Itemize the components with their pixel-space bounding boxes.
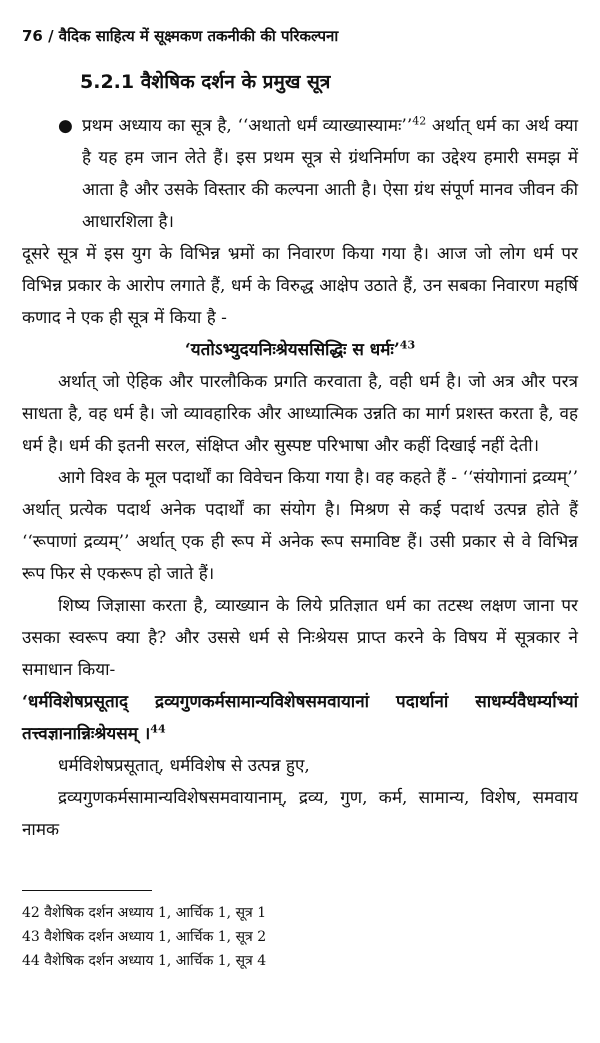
running-head: 76 / वैदिक साहित्य में सूक्ष्मकण तकनीकी की परिकल्पना: [22, 27, 339, 45]
bullet-item: [58, 110, 578, 238]
paragraph-2: अर्थात् जो ऐहिक और पारलौकिक प्रगति करवाता है, वही धर्म है। जो अत्र और परत्र साधता है, वह धर्म है। जो व्यावहारिक और आध्यात्मिक उन्नति का मार्ग प्रशस्त करता है, वह धर्म है। धर्म की इतनी सरल, संक्षिप्त और सुस्पष्ट परिभाषा और कहीं दिखाई नहीं देती।: [22, 372, 578, 456]
sutra-quote-1-text: ‘यतोऽभ्युदयनिःश्रेयससिद्धिः स धर्मः’: [184, 340, 400, 360]
bullet-dot-icon: ●: [58, 116, 73, 136]
paragraph-5: धर्मविशेषप्रसूतात्, धर्मविशेष से उत्पन्न हुए,: [58, 756, 310, 776]
footnote-divider: [22, 890, 152, 891]
footnote-ref-43: 43: [399, 338, 416, 352]
footnote-44: 44 वैशेषिक दर्शन अध्याय 1, आर्चिक 1, सूत्र 4: [22, 953, 267, 969]
bullet-text-after: अर्थात् धर्म का अर्थ क्या है यह हम जान लेते हैं। इस प्रथम सूत्र से ग्रंथनिर्माण का उद्देश्य हमारी समझ में आता है और उसके विस्तार की कल्पना आती है। ऐसा ग्रंथ संपूर्ण मानव जीवन की आधारशिला है।: [82, 116, 578, 232]
bullet-text: [82, 110, 578, 238]
paragraph-4: शिष्य जिज्ञासा करता है, व्याख्यान के लिये प्रतिज्ञात धर्म का तटस्थ लक्षण जाना पर उसका स्वरूप क्या है? और उससे धर्म से निःश्रेयस प्राप्त करने के विषय में सूत्रकार ने समाधान किया-: [22, 596, 578, 680]
footnote-ref-44: 44: [150, 722, 166, 736]
sutra-quote-2: [22, 686, 578, 750]
section-title: 5.2.1 वैशेषिक दर्शन के प्रमुख सूत्र: [80, 71, 331, 93]
paragraph-3: आगे विश्व के मूल पदार्थों का विवेचन किया गया है। वह कहते हैं - ‘‘संयोगानां द्रव्यम्’’ अर्थात् प्रत्येक पदार्थ अनेक पदार्थों का संयोग है। मिश्रण से कई पदार्थ उत्पन्न होते हैं ‘‘रूपाणां द्रव्यम्’’ अर्थात् एक ही रूप में अनेक रूप समाविष्ट हैं। उसी प्रकार से वे विभिन्न रूप फिर से एकरूप हो जाते हैं।: [22, 468, 578, 584]
footnote-ref-42: 42: [412, 114, 427, 128]
sutra-quote-2-text: ‘धर्मविशेषप्रसूताद् द्रव्यगुणकर्मसामान्यविशेषसमवायानां पदार्थानां साधर्म्यवैधर्म्याभ्यां तत्त्वज्ञानान्निःश्रेयसम् ।: [22, 692, 578, 744]
sutra-quote-1: [22, 334, 578, 366]
bullet-text-before: प्रथम अध्याय का सूत्र है, ‘‘अथातो धर्मं व्याख्यास्यामः’’: [82, 116, 413, 136]
footnote-42: 42 वैशेषिक दर्शन अध्याय 1, आर्चिक 1, सूत्र 1: [22, 905, 267, 921]
footnote-43: 43 वैशेषिक दर्शन अध्याय 1, आर्चिक 1, सूत्र 2: [22, 929, 267, 945]
paragraph-6: द्रव्यगुणकर्मसामान्यविशेषसमवायानाम्, द्रव्य, गुण, कर्म, सामान्य, विशेष, समवाय नामक: [22, 788, 578, 840]
paragraph-1: दूसरे सूत्र में इस युग के विभिन्न भ्रमों का निवारण किया गया है। आज जो लोग धर्म पर विभिन्न प्रकार के आरोप लगाते हैं, धर्म के विरुद्ध आक्षेप उठाते हैं, उन सबका निवारण महर्षि कणाद ने एक ही सूत्र में किया है -: [22, 244, 578, 328]
